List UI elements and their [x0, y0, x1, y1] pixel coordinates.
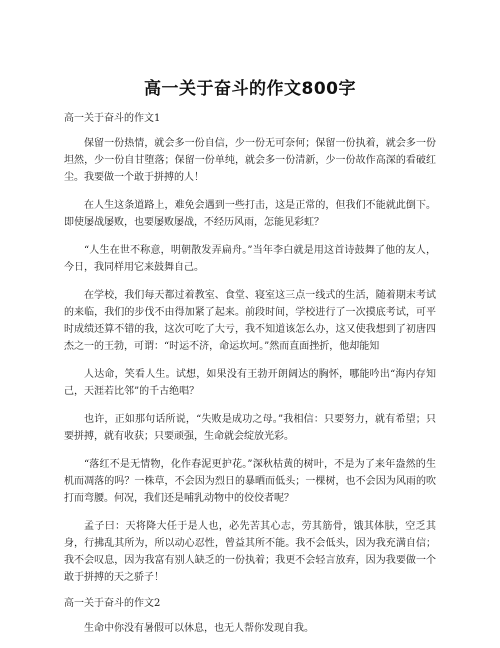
paragraph: 保留一份热情，就会多一份自信，少一份无可奈何；保留一份执着，就会多一份坦然，少一份自甘堕落；保留一份单纯，就会多一份清新，少一份故作高深的看破红尘。我要做一个敢于拼搏的人！: [64, 138, 436, 183]
paragraph: “人生在世不称意，明朝散发弄扁舟。”当年李白就是用这首诗鼓舞了他的友人，今日，我同样用它来鼓舞自己。: [64, 245, 436, 273]
paragraph: 在学校，我们每天都过着教室、食堂、寝室这三点一线式的生活，随着期末考试的来临，我们的步伐不由得加紧了起来。前段时间，学校进行了一次摸底考试，可平时成绩还算不错的我，这次可吃了大亏，我不知道该怎么办，这又使我想到了初唐四杰之一的王勃，可谓：“时运不济，命运坎坷。”然而直面挫折，他却能知: [64, 290, 436, 352]
paragraph: 也许，正如那句话所说，“失败是成功之母。”我相信：只要努力，就有希望；只要拼搏，就有收获；只要顽强，生命就会绽放光彩。: [64, 414, 436, 442]
document-body: [64, 112, 436, 648]
document-title: 高一关于奋斗的作文800字: [144, 79, 356, 99]
paragraph: 人达命，笑看人生。试想，如果没有王勃开朗阔达的胸怀，哪能吟出“海内存知己，天涯若比邻”的千古绝唱？: [64, 369, 436, 397]
paragraph: “落红不是无情物，化作春泥更护花。”深秋枯黄的树叶，不是为了来年盎然的生机而凋落的吗？一株草，不会因为烈日的暴晒而低头；一棵树，也不会因为风雨的吹打而弯腰。何况，我们还是哺乳动物中的佼佼者呢？: [64, 459, 436, 504]
paragraph: 生命中你没有暑假可以休息，也无人帮你发现自我。: [84, 623, 314, 634]
section-heading: 高一关于奋斗的作文1: [64, 113, 161, 124]
paragraph: 孟子曰：天将降大任于是人也，必先苦其心志，劳其筋骨，饿其体肤，空乏其身，行拂乱其所为，所以动心忍性，曾益其所不能。我不会低头，因为我充满自信；我不会叹息，因为我富有别人缺乏的一份执着；我更不会轻言放弃，因为我要做一个敢于拼搏的天之骄子！: [64, 521, 436, 583]
section-heading: 高一关于奋斗的作文2: [64, 598, 161, 609]
paragraph: 在人生这条道路上，难免会遇到一些打击，这是正常的，但我们不能就此倒下。即使屡战屡败，也要屡败屡战，不经历风雨，怎能见彩虹？: [64, 200, 436, 228]
